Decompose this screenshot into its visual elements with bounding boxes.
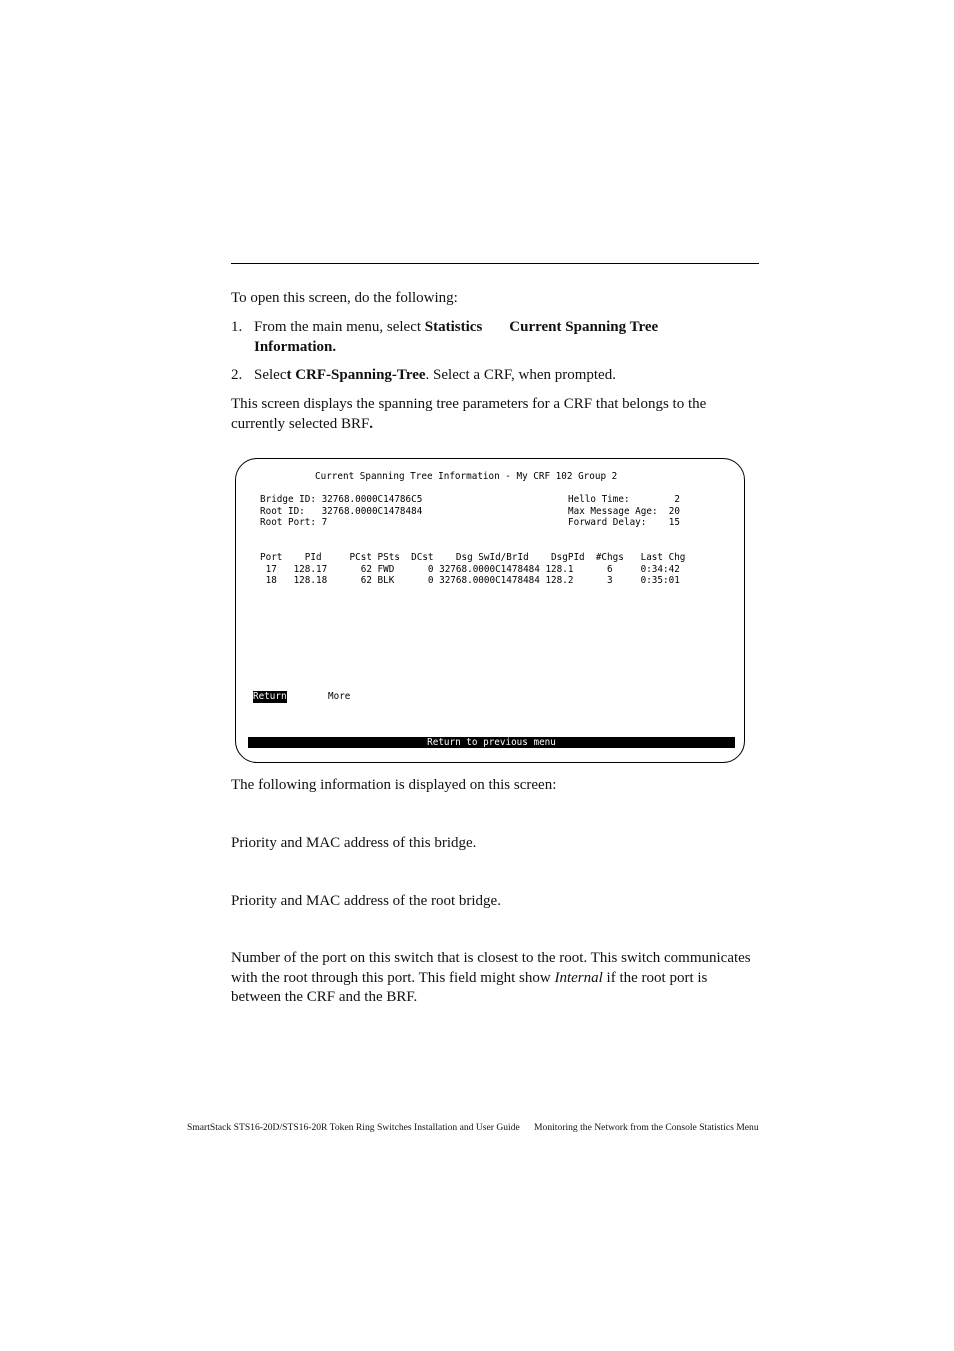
description-text: This screen displays the spanning tree parameters for a CRF that belongs to the currently selected BRF	[231, 396, 707, 432]
step-1-number: 1.	[231, 319, 243, 335]
field-root-port-description	[231, 949, 761, 1008]
forward-delay-line: Forward Delay: 15	[568, 517, 680, 528]
step-1-menu-cst: Current Spanning Tree	[509, 319, 659, 335]
field-root-port-text-end: if the root port is between the CRF and the BRF.	[231, 969, 708, 1005]
header-rule	[231, 263, 759, 264]
description-period: .	[369, 415, 374, 432]
info-intro: The following information is displayed on this screen:	[231, 777, 557, 793]
hello-time-line: Hello Time: 2	[568, 494, 680, 505]
field-root-port-text: Number of the port on this switch that is closest to the root. This switch communicates with the root through this port. This field might show	[231, 950, 751, 986]
more-button[interactable]: More	[328, 691, 351, 702]
max-message-age-line: Max Message Age: 20	[568, 506, 680, 517]
footer-guide-title: SmartStack STS16-20D/STS16-20R Token Ring Switches Installation and User Guide	[187, 1122, 520, 1133]
return-button[interactable]: Return	[253, 691, 287, 702]
step-1-menu-information: Information.	[254, 338, 337, 355]
port-table-row: 17 128.17 62 FWD 0 32768.0000C1478484 128.1 6 0:34:42	[260, 564, 680, 575]
step-2-menu-crf: t CRF-Spanning-Tree	[286, 367, 426, 383]
field-root-id-description: Priority and MAC address of the root bridge.	[231, 893, 501, 909]
console-screen	[235, 458, 745, 763]
step-1-text: From the main menu, select	[254, 319, 425, 335]
step-2-number: 2.	[231, 367, 243, 383]
step-2-text: Selec	[254, 367, 287, 383]
field-root-port-internal: Internal	[554, 969, 603, 986]
intro-text: To open this screen, do the following:	[231, 290, 458, 306]
port-table-header: Port PId PCst PSts DCst Dsg SwId/BrId DsgPId #Chgs Last Chg	[260, 552, 686, 563]
root-id-line: Root ID: 32768.0000C1478484	[260, 506, 423, 517]
port-table-row: 18 128.18 62 BLK 0 32768.0000C1478484 128.2 3 0:35:01	[260, 575, 680, 586]
description-paragraph	[231, 395, 761, 434]
status-bar: Return to previous menu	[248, 737, 735, 748]
field-bridge-id-description: Priority and MAC address of this bridge.	[231, 835, 477, 851]
step-1-menu-statistics: Statistics	[424, 319, 483, 335]
root-port-line: Root Port: 7	[260, 517, 328, 528]
footer-chapter-title: Monitoring the Network from the Console Statistics Menu	[534, 1122, 759, 1133]
step-2-text-end: . Select a CRF, when prompted.	[425, 367, 616, 383]
console-title: Current Spanning Tree Information - My CRF 102 Group 2	[315, 471, 618, 482]
bridge-id-line: Bridge ID: 32768.0000C14786C5	[260, 494, 423, 505]
